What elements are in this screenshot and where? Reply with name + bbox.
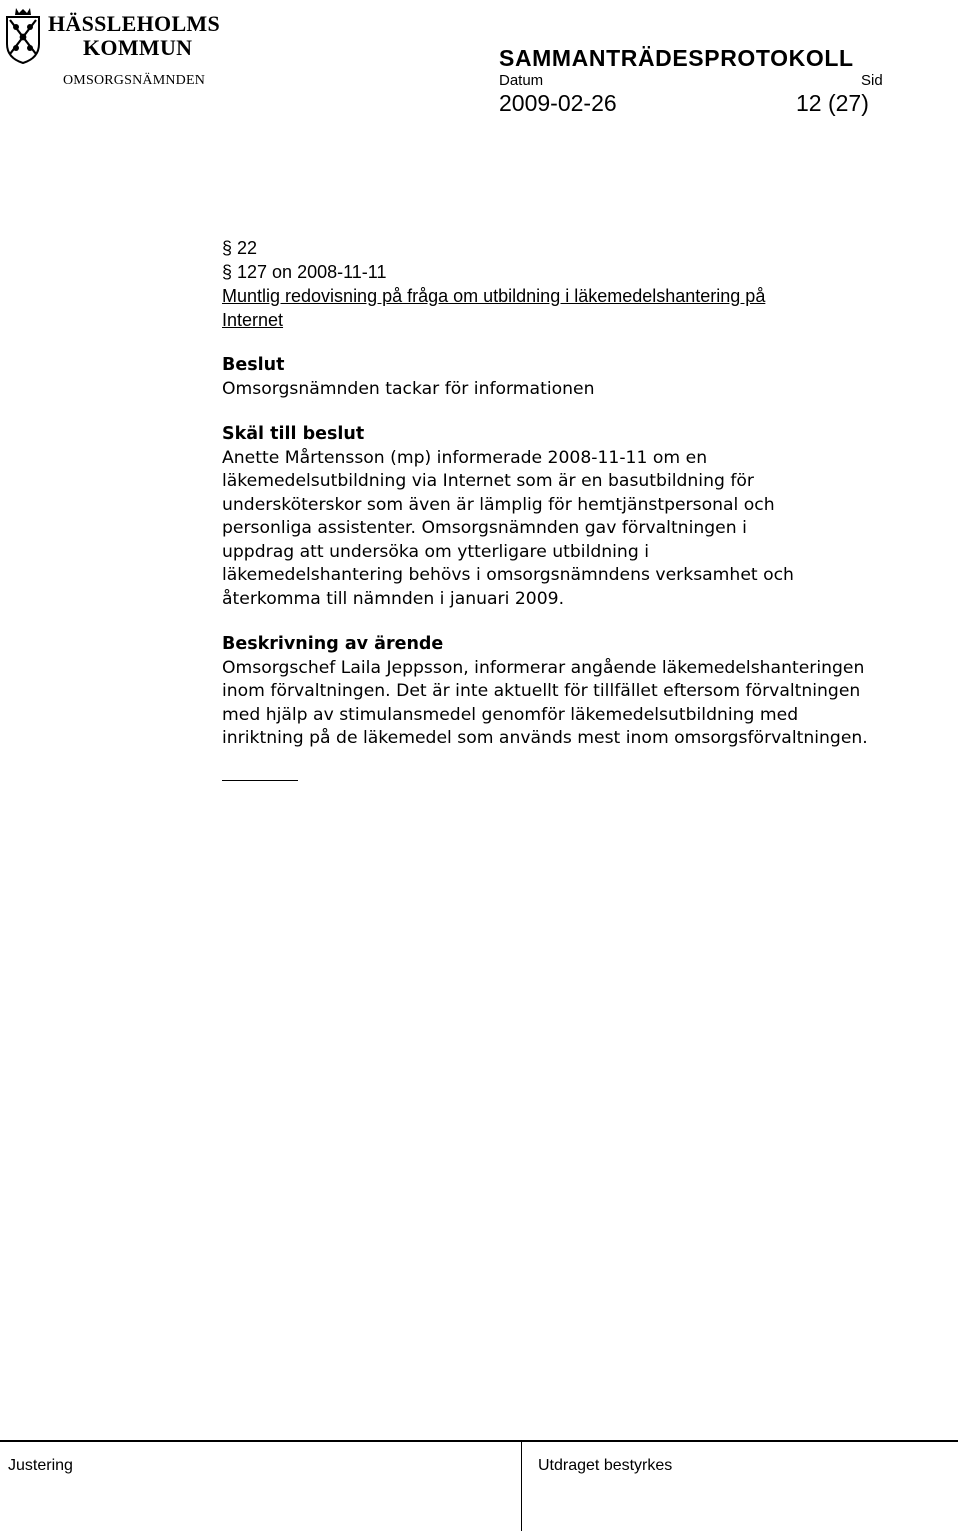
page-label: Sid xyxy=(861,72,883,89)
section-line: Omsorgsnämnden tackar för informationen xyxy=(222,378,595,399)
protocol-item xyxy=(222,236,958,751)
section-heading-skal: Skäl till beslut xyxy=(222,424,365,444)
section-line: undersköterskor som även är lämplig för hemtjänstpersonal och xyxy=(222,494,775,515)
municipal-crest-icon xyxy=(4,6,42,64)
end-rule xyxy=(222,780,298,781)
section-line: Omsorgschef Laila Jeppsson, informerar angående läkemedelshanteringen xyxy=(222,657,865,678)
item-title-line: Internet xyxy=(222,310,284,330)
justering-label: Justering xyxy=(8,1457,73,1474)
meeting-date: 2009-02-26 xyxy=(499,90,617,116)
org-name-line2: KOMMUN xyxy=(83,35,193,60)
section-line: läkemedelsutbildning via Internet som är en basutbildning för xyxy=(222,471,754,491)
section-line: personliga assistenter. Omsorgsnämnden gav förvaltningen i xyxy=(222,518,747,538)
date-label: Datum xyxy=(499,72,544,89)
department-name: OMSORGSNÄMNDEN xyxy=(63,73,206,88)
section-heading-beslut: Beslut xyxy=(222,355,285,375)
org-name-line1: HÄSSLEHOLMS xyxy=(48,11,221,36)
section-line: läkemedelshantering behövs i omsorgsnämndens verksamhet och xyxy=(222,565,794,585)
utdraget-bestyrkes-label: Utdraget bestyrkes xyxy=(538,1457,673,1474)
section-line: Anette Mårtensson (mp) informerade 2008-11-11 om en xyxy=(222,447,708,468)
footer-rule xyxy=(0,1440,958,1442)
page-number: 12 (27) xyxy=(796,90,869,116)
section-line: inriktning på de läkemedel som används mest inom omsorgsförvaltningen. xyxy=(222,728,868,748)
section-heading-beskrivning: Beskrivning av ärende xyxy=(222,634,444,654)
section-line: inom förvaltningen. Det är inte aktuellt för tillfället eftersom förvaltningen xyxy=(222,681,861,701)
section-line: återkomma till nämnden i januari 2009. xyxy=(222,588,565,609)
footer-divider xyxy=(521,1441,522,1531)
paragraph-number: § 22 xyxy=(222,238,258,258)
document-title: SAMMANTRÄDESPROTOKOLL xyxy=(499,45,854,71)
section-line: uppdrag att undersöka om ytterligare utbildning i xyxy=(222,541,649,562)
section-line: med hjälp av stimulansmedel genomför läkemedelsutbildning med xyxy=(222,704,799,725)
paragraph-reference: § 127 on 2008-11-11 xyxy=(222,262,387,282)
item-title-line: Muntlig redovisning på fråga om utbildning i läkemedelshantering på xyxy=(222,286,766,306)
